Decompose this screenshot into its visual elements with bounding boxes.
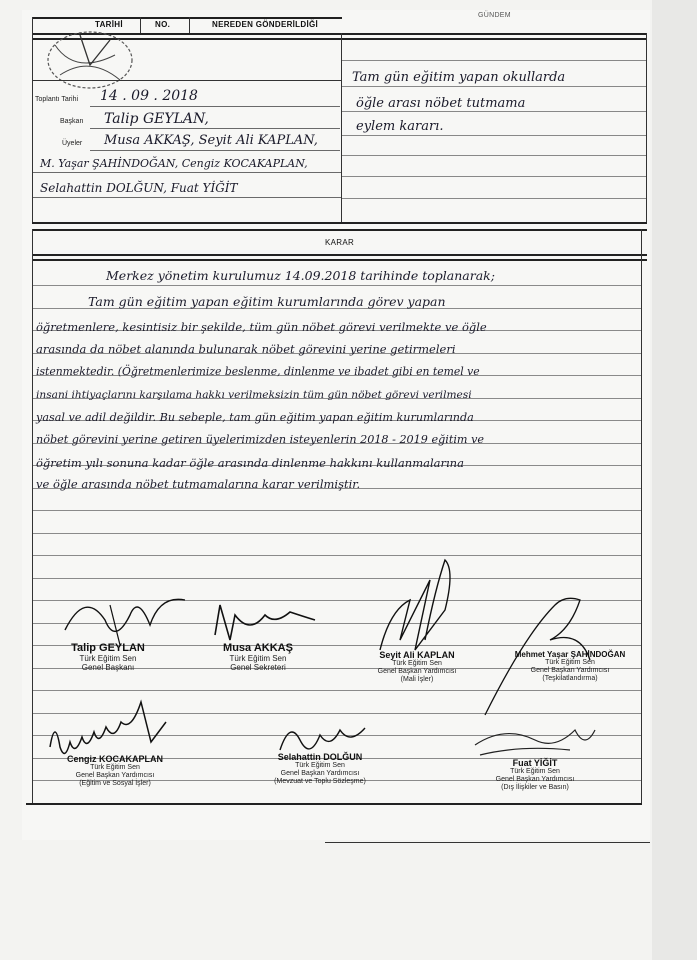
karar-title: KARAR: [325, 238, 355, 247]
signer-title: Genel Sekreteri: [230, 663, 286, 672]
signer-title: Genel Başkan Yardımcısı: [75, 772, 155, 779]
karar-line: insani ihtiyaçlarını karşılama hakkı verilmeksizin tüm gün nöbet görevi verilmesi: [36, 389, 472, 401]
signature-scribble-1: [60, 590, 190, 650]
signer-name: Seyit Ali KAPLAN: [379, 650, 455, 660]
signer-org: Türk Eğitim Sen: [545, 659, 595, 666]
karar-line: nöbet görevini yerine getiren üyelerimizden isteyenlerin 2018 - 2019 eğitim ve: [36, 433, 485, 446]
members-line-3: Selahattin DOLĞUN, Fuat YİĞİT: [40, 181, 238, 195]
karar-line: yasal ve adil değildir. Bu sebeple, tam gün eğitim yapan eğitim kurumlarında: [36, 411, 474, 424]
signer-dept: (Mali İşler): [400, 676, 434, 683]
chair-value: Talip GEYLAN,: [104, 111, 209, 127]
signer-name: Selahattin DOLĞUN: [277, 752, 363, 762]
signature-scribble-2: [210, 595, 320, 645]
signature-block-2: [198, 642, 318, 672]
signature-block-7: [475, 758, 595, 792]
signer-title: Genel Başkanı: [81, 663, 135, 672]
karar-line: arasında da nöbet alanında bulunarak nöbet görevini yerine getirmeleri: [36, 342, 456, 356]
signer-org: Türk Eğitim Sen: [90, 764, 140, 771]
header-tarihi: TARİHİ: [95, 20, 123, 29]
signer-dept: (Teşkilatlandırma): [542, 675, 598, 682]
karar-line: istenmektedir. (Öğretmenlerimize beslenme, dinlenme ve ibadet gibi en temel ve: [36, 365, 480, 378]
signer-dept: (Eğitim ve Sosyal İşler): [79, 780, 151, 787]
signer-title: Genel Başkan Yardımcısı: [280, 770, 360, 777]
signer-org: Türk Eğitim Sen: [392, 660, 442, 667]
header-gundem: GÜNDEM: [478, 12, 511, 19]
ruled-line: [33, 533, 641, 534]
meeting-date-value: 14 . 09 . 2018: [100, 88, 198, 104]
ruled-line: [33, 285, 641, 286]
ruled-line: [33, 555, 641, 556]
signer-dept: (Mevzuat ve Toplu Sözleşme): [274, 778, 366, 785]
karar-line: öğretim yılı sonuna kadar öğle arasında dinlenme hakkını kullanmalarına: [36, 456, 464, 470]
signature-block-1: [48, 642, 168, 672]
signer-dept: (Dış İlişkiler ve Basın): [501, 784, 569, 791]
signer-title: Genel Başkan Yardımcısı: [377, 668, 457, 675]
page-edge-shadow: [652, 0, 697, 960]
signature-block-6: [255, 752, 385, 786]
members-label: Üyeler: [62, 140, 83, 147]
members-line-2: M. Yaşar ŞAHİNDOĞAN, Cengiz KOCAKAPLAN,: [40, 157, 308, 170]
ruled-line: [33, 578, 641, 579]
signer-org: Türk Eğitim Sen: [510, 768, 560, 775]
agenda-line-3: eylem kararı.: [356, 119, 444, 134]
header-nereden: NEREDEN GÖNDERİLDİĞİ: [212, 20, 319, 29]
karar-line: ve öğle arasında nöbet tutmamalarına karar verilmiştir.: [36, 477, 361, 491]
ruled-line: [33, 510, 641, 511]
signature-block-3: [362, 650, 472, 684]
agenda-line-1: Tam gün eğitim yapan okullarda: [352, 70, 566, 85]
signature-block-5: [55, 754, 175, 788]
signer-org: Türk Eğitim Sen: [229, 654, 287, 663]
signer-name: Musa AKKAŞ: [223, 642, 293, 654]
members-line-1: Musa AKKAŞ, Seyit Ali KAPLAN,: [104, 133, 318, 148]
signer-name: Fuat YİĞİT: [512, 758, 558, 768]
signer-name: Mehmet Yaşar ŞAHİNDOĞAN: [514, 650, 626, 659]
header-top-border: [32, 17, 342, 19]
signer-org: Türk Eğitim Sen: [79, 654, 137, 663]
karar-line: Tam gün eğitim yapan eğitim kurumlarında görev yapan: [88, 294, 446, 309]
signer-name: Talip GEYLAN: [71, 642, 145, 654]
signature-scribble-3: [370, 560, 470, 660]
karar-line: Merkez yönetim kurulumuz 14.09.2018 tarihinde toplanarak;: [106, 268, 495, 283]
meeting-date-label: Toplantı Tarihi: [35, 96, 79, 103]
stamp-mark: [40, 25, 140, 95]
signer-org: Türk Eğitim Sen: [295, 762, 345, 769]
chair-label: Başkan: [60, 118, 84, 125]
signer-title: Genel Başkan Yardımcısı: [530, 667, 610, 674]
agenda-line-2: öğle arası nöbet tutmama: [356, 96, 526, 111]
signature-block-4: [500, 650, 640, 683]
signer-title: Genel Başkan Yardımcısı: [495, 776, 575, 783]
header-no: NO.: [155, 20, 171, 29]
signer-name: Cengiz KOCAKAPLAN: [67, 754, 163, 764]
karar-line: öğretmenlere, kesintisiz bir şekilde, tüm gün nöbet görevi verilmekte ve öğle: [36, 320, 487, 334]
